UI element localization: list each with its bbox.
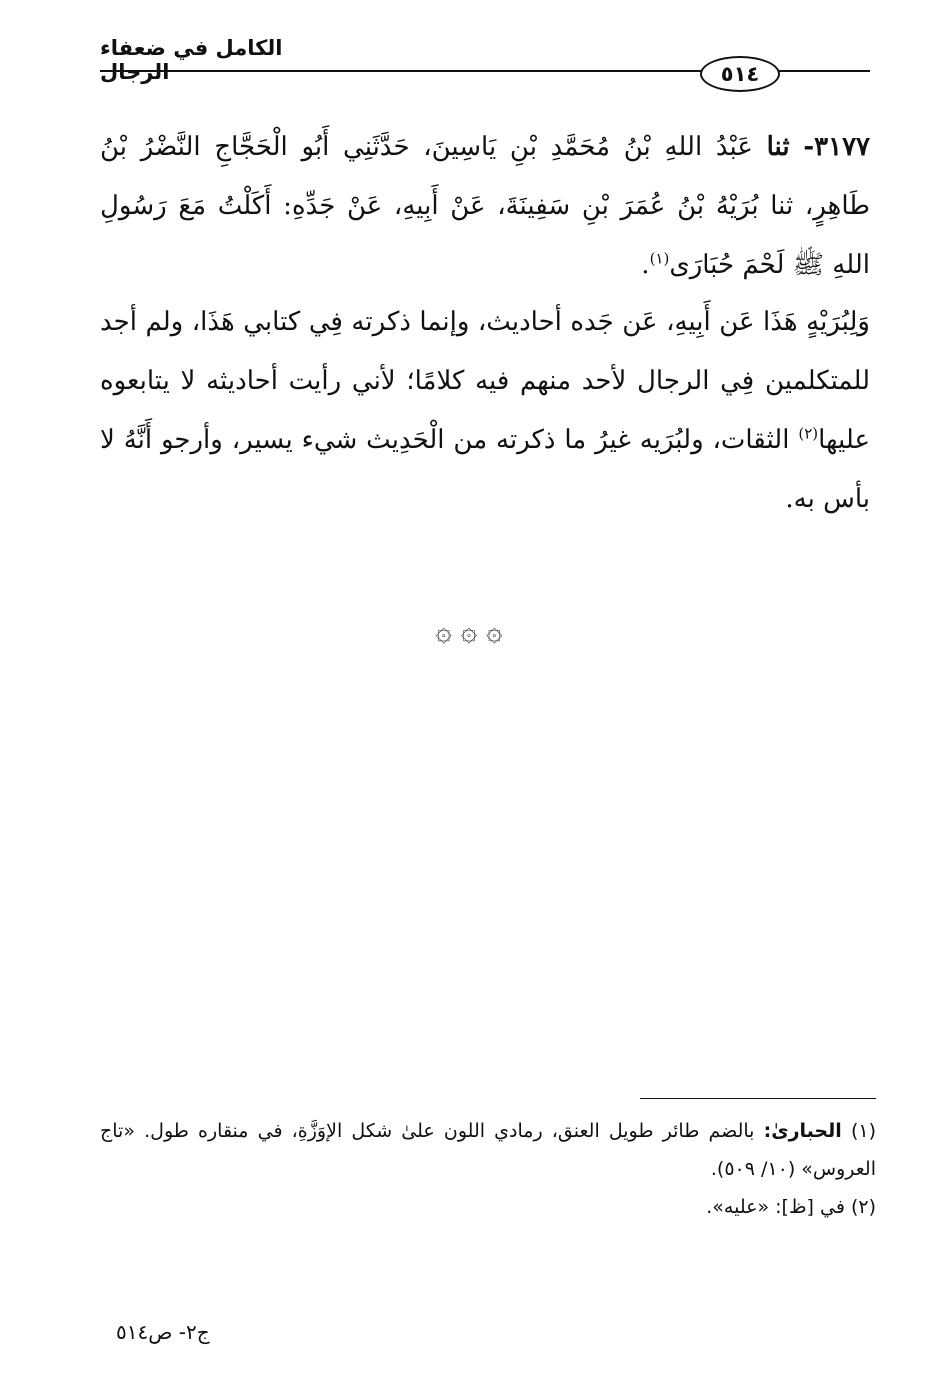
hadith-paragraph	[100, 118, 870, 295]
hadith-text: عَبْدُ اللهِ بْنُ مُحَمَّدِ بْنِ يَاسِينَ، حَدَّثَنِي أَبُو الْحَجَّاجِ النَّضْرُ بْنُ طَاهِرٍ، ثنا بُرَيْهُ بْنُ عُمَرَ بْنِ سَفِينَةَ، عَنْ أَبِيهِ، عَنْ جَدِّهِ: أَكَلْتُ مَعَ رَسُولِ اللهِ ﷺ لَحْمَ حُبَارَى	[100, 132, 870, 280]
commentary-paragraph	[100, 293, 870, 529]
section-divider-ornament: ۞ ۞ ۞	[435, 614, 503, 647]
volume-page-reference: ج٢- ص٥١٤	[116, 1320, 210, 1344]
book-title: الكامل في ضعفاء الرجال	[100, 36, 283, 84]
footnote-text: بالضم طائر طويل العنق، رمادي اللون علىٰ شكل الإوَزَّةِ، في منقاره طول. «تاج العروس» (١٠/ ٥٠٩).	[100, 1120, 876, 1180]
footnote-ref-1[interactable]: (١)	[649, 249, 670, 268]
hadith-opening: ثنا	[766, 132, 790, 162]
footnote-1	[100, 1112, 876, 1188]
footnote-ref-2[interactable]: (٢)	[798, 424, 819, 443]
footnote-marker: (١)	[850, 1120, 876, 1142]
footnote-term: الحبارىٰ:	[763, 1120, 842, 1142]
footnote-separator	[640, 1098, 876, 1099]
commentary-text-cont: الثقات، ولبُرَيه غيرُ ما ذكرته من الْحَدِيث شيء يسير، وأرجو أَنَّهُ لا بأس به.	[100, 425, 870, 514]
footnote-2	[100, 1188, 876, 1226]
footnote-text: في [ظ]: «عليه».	[706, 1196, 851, 1218]
page-number: ٥١٤	[700, 56, 780, 92]
hadith-number: ٣١٧٧-	[803, 132, 871, 162]
commentary-text: وَلِبُرَيْهٍ هَذَا عَن أَبِيهِ، عَن جَده أحاديث، وإنما ذكرته فِي كتابي هَذَا، ولم أجد للمتكلمين فِي الرجال لأحد منهم فيه كلامًا؛ لأني رأيت أحاديثه لا يتابعوه عليها	[100, 307, 870, 455]
hadith-end: .	[641, 250, 650, 280]
footnote-marker: (٢)	[850, 1196, 876, 1218]
footnotes	[100, 1112, 876, 1226]
